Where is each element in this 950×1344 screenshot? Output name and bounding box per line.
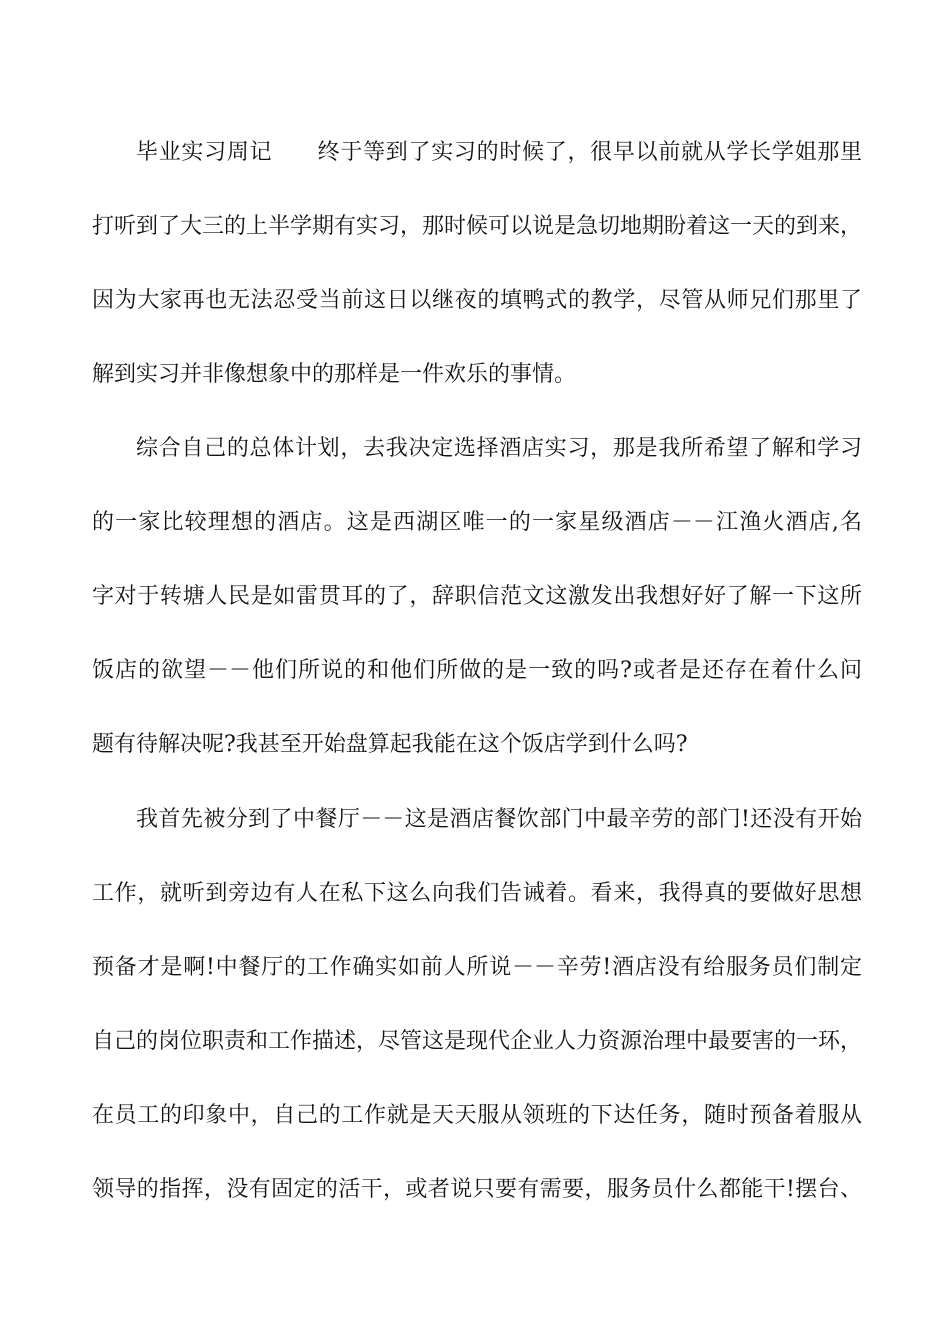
text-line: 综合自己的总体计划，去我决定选择酒店实习，那是我所希望了解和学习 <box>136 436 862 461</box>
text-line: 工作，就听到旁边有人在私下这么向我们告诫着。看来，我得真的要做好思想 <box>92 881 862 906</box>
text-line: 题有待解决呢?我甚至开始盘算起我能在这个饭店学到什么吗? <box>92 732 688 757</box>
text-line: 打听到了大三的上半学期有实习，那时候可以说是急切地期盼着这一天的到来， <box>92 214 862 239</box>
text-line: 毕业实习周记 终于等到了实习的时候了，很早以前就从学长学姐那里 <box>136 140 862 165</box>
text-line: 的一家比较理想的酒店。这是西湖区唯一的一家星级酒店－－江渔火酒店,名 <box>92 510 862 535</box>
text-line: 我首先被分到了中餐厅－－这是酒店餐饮部门中最辛劳的部门!还没有开始 <box>136 807 862 832</box>
text-line: 字对于转塘人民是如雷贯耳的了，辞职信范文这激发出我想好好了解一下这所 <box>92 584 862 609</box>
text-line: 领导的指挥，没有固定的活干，或者说只要有需要，服务员什么都能干!摆台、 <box>92 1177 862 1202</box>
text-line: 预备才是啊!中餐厅的工作确实如前人所说－－辛劳!酒店没有给服务员们制定 <box>92 955 862 980</box>
text-line: 饭店的欲望－－他们所说的和他们所做的是一致的吗?或者是还存在着什么问 <box>92 658 862 683</box>
text-line: 因为大家再也无法忍受当前这日以继夜的填鸭式的教学，尽管从师兄们那里了 <box>92 288 862 313</box>
text-line: 自己的岗位职责和工作描述，尽管这是现代企业人力资源治理中最要害的一环， <box>92 1029 862 1054</box>
text-line: 在员工的印象中，自己的工作就是天天服从领班的下达任务，随时预备着服从 <box>92 1103 862 1128</box>
text-line: 解到实习并非像想象中的那样是一件欢乐的事情。 <box>92 362 577 387</box>
